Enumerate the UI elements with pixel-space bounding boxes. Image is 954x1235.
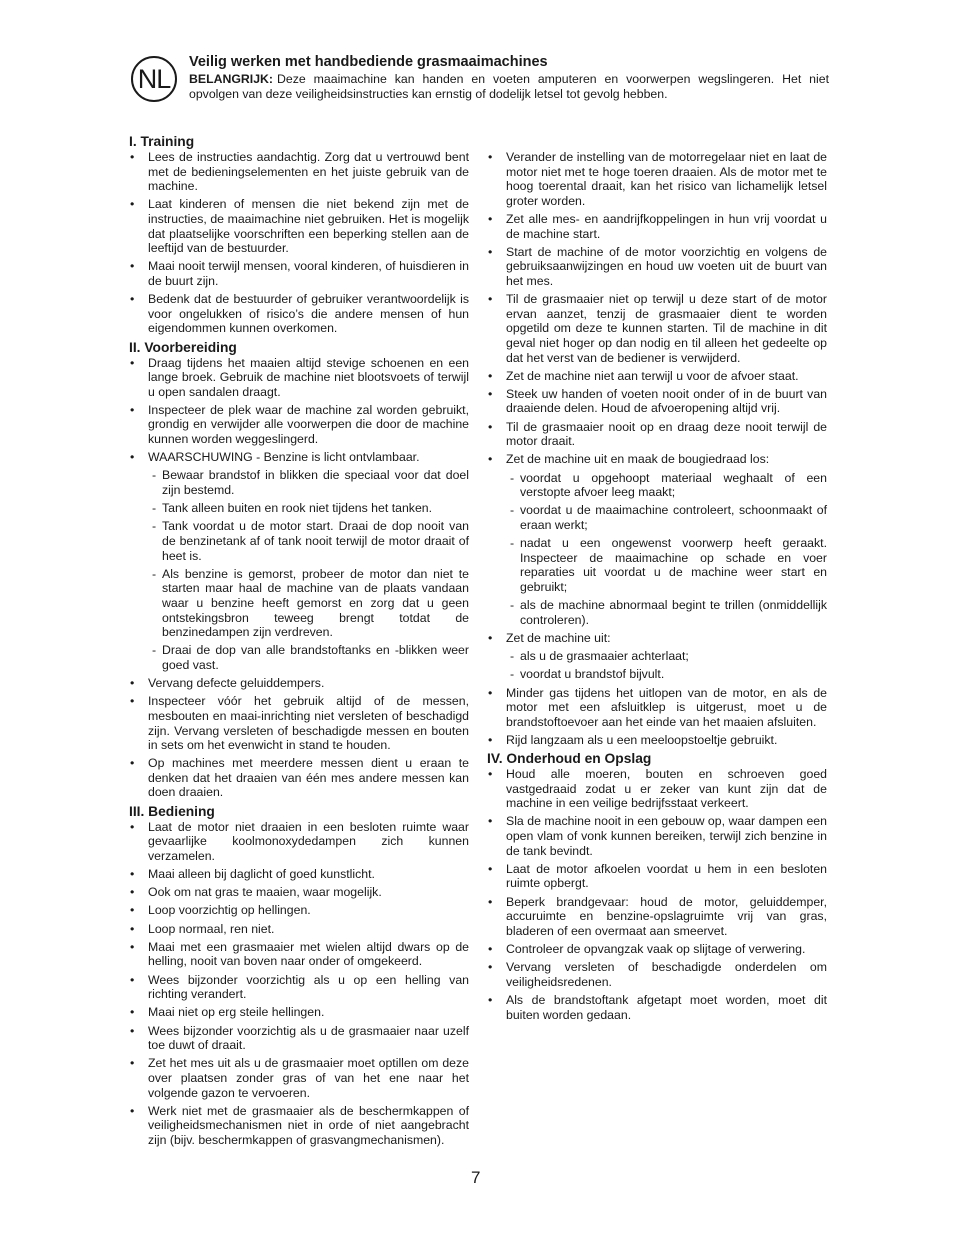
- right-column: [487, 134, 827, 1026]
- voorbereiding-list: [129, 356, 469, 801]
- sub-item-text: Draai de dop van alle brandstoftanks en -blikken weer goed vast.: [162, 643, 469, 672]
- list-item: • Maai nooit terwijl mensen, vooral kinderen, of huisdieren in de buurt zijn.: [129, 259, 469, 288]
- sub-item-text: voordat u brandstof bijvult.: [520, 667, 665, 682]
- list-item: • Verander de instelling van de motorregelaar niet en laat de motor niet met te hoge toeren draaien. Als de motor met te hoog toerental draait, kan het risico van lichamelijk letsel groter worden.: [487, 150, 827, 208]
- list-item: • Beperk brandgevaar: houd de motor, geluiddemper, accuruimte en benzine-opslagruimte vrij van gras, bladeren of een overmaat aan smeervet.: [487, 895, 827, 939]
- section-training-title: I. Training: [129, 134, 195, 149]
- list-item: • Maai niet op erg steile hellingen.: [129, 1005, 469, 1020]
- sub-item: - als u de grasmaaier achterlaat;: [510, 649, 689, 664]
- sub-item: - Bewaar brandstof in blikken die speciaal voor dat doel zijn bestemd.: [152, 468, 469, 498]
- header-warning: [189, 72, 829, 102]
- list-item: • Draag tijdens het maaien altijd stevige schoenen en een lange broek. Gebruik de machine niet blootsvoets of terwijl u open sandalen draagt.: [129, 356, 469, 400]
- sub-item: - voordat u opgehoopt materiaal weghaalt of een verstopte afvoer leeg maakt;: [510, 470, 827, 500]
- list-item: • Wees bijzonder voorzichtig als u de grasmaaier naar uzelf toe duwt of draait.: [129, 1024, 469, 1053]
- sub-item-text: als u de grasmaaier achterlaat;: [520, 649, 689, 664]
- list-item: • Maai met een grasmaaier met wielen altijd dwars op de helling, nooit van boven naar onder of omgekeerd.: [129, 940, 469, 969]
- header-text: Deze maaimachine kan handen en voeten amputeren en voorwerpen wegslingeren. Het niet opvolgen van deze veiligheidsinstructies kan ernstig of dodelijk letsel tot gevolg hebben.: [189, 72, 829, 101]
- list-item: • Til de grasmaaier niet op terwijl u deze start of de motor ervan aanzet, tenzij de grasmaaier dient te worden opgetild om deze te kunnen starten. Til de machine in dit geval niet hoger op dan nodig en til alleen het gedeelte op dat het verst van de bediener is verwijderd.: [487, 292, 827, 365]
- list-item: • Als de brandstoftank afgetapt moet worden, moet dit buiten worden gedaan.: [487, 993, 827, 1022]
- list-item: • Werk niet met de grasmaaier als de beschermkappen of veiligheidsmechanismen niet in orde of niet aangebracht zijn (bijv. beschermkappen of grasvangmechanismen).: [129, 1104, 469, 1148]
- section-onderhoud-title: IV. Onderhoud en Opslag: [487, 751, 652, 767]
- bediening-list: [129, 820, 469, 1148]
- sub-item: - als de machine abnormaal begint te trillen (onmiddellijk controleren).: [510, 598, 827, 627]
- sub-item-text: voordat u opgehoopt materiaal weghaalt of een verstopte afvoer leeg maakt;: [520, 470, 827, 500]
- sub-item-text: als de machine abnormaal begint te trillen (onmiddellijk controleren).: [520, 598, 827, 627]
- list-item: • Start de machine of de motor voorzichtig en volgens de gebruiksaanwijzingen en houd uw voeten uit de buurt van het mes.: [487, 245, 827, 289]
- onderhoud-list: [487, 767, 827, 1022]
- training-list: [129, 150, 469, 336]
- list-item: • Zet het mes uit als u de grasmaaier moet optillen om deze over plaatsen zonder gras of van het ene naar het volgende gazon te vervoeren.: [129, 1056, 469, 1100]
- list-item: • Zet de machine niet aan terwijl u voor de afvoer staat.: [487, 369, 827, 384]
- list-item: • Minder gas tijdens het uitlopen van de motor, en als de motor met een afsluitklep is uitgerust, moet u de brandstoftoevoer aan het einde van het maaien afsluiten.: [487, 686, 827, 730]
- list-item: • Laat de motor niet draaien in een besloten ruimte waar gevaarlijke koolmonoxydedampen zich kunnen verzamelen.: [129, 820, 469, 864]
- list-item: • Loop normaal, ren niet.: [129, 922, 469, 937]
- sub-item-text: nadat u een ongewenst voorwerp heeft geraakt. Inspecteer de maaimachine op schade en voer reparaties uit voordat u de machine weer start en gebruikt;: [520, 536, 827, 594]
- list-item: • Laat kinderen of mensen die niet bekend zijn met de instructies, de maaimachine niet gebruiken. Het is mogelijk dat plaatselijke voorschriften een beperking stellen aan de leeftijd van de bestuurder.: [129, 197, 469, 255]
- list-item: • Vervang versleten of beschadigde onderdelen om veiligheidsredenen.: [487, 960, 827, 989]
- safety-header: [189, 54, 829, 102]
- list-item: • Laat de motor afkoelen voordat u hem in een besloten ruimte opbergt.: [487, 862, 827, 891]
- header-label: BELANGRIJK:: [189, 72, 274, 86]
- list-item: • Ook om nat gras te maaien, waar mogelijk.: [129, 885, 469, 900]
- list-item: • Rijd langzaam als u een meeloopstoeltje gebruikt.: [487, 733, 827, 748]
- sub-item: - Draai de dop van alle brandstoftanks en -blikken weer goed vast.: [152, 643, 469, 672]
- list-item: • WAARSCHUWING - Benzine is licht ontvlambaar.: [129, 450, 469, 465]
- list-item: • Op machines met meerdere messen dient u eraan te denken dat het draaien van één mes andere messen kan doen draaien.: [129, 756, 469, 800]
- sub-item: - voordat u de maaimachine controleert, schoonmaakt of eraan werkt;: [510, 503, 827, 532]
- sub-item: - Tank voordat u de motor start. Draai de dop nooit van de benzinetank af of tank nooit terwijl de motor draait of heet is.: [152, 519, 469, 563]
- list-item: • Wees bijzonder voorzichtig als u op een helling van richting verandert.: [129, 973, 469, 1002]
- left-column: [129, 134, 469, 1151]
- list-item: • Maai alleen bij daglicht of goed kunstlicht.: [129, 867, 469, 882]
- list-item: • Zet alle mes- en aandrijfkoppelingen in hun vrij voordat u de machine start.: [487, 212, 827, 241]
- bediening-list-continued: [487, 150, 827, 747]
- language-badge-nl: NL: [131, 56, 177, 102]
- sub-item: - nadat u een ongewenst voorwerp heeft geraakt. Inspecteer de maaimachine op schade en voer reparaties uit voordat u de machine weer start en gebruikt;: [510, 536, 827, 594]
- list-item: • Loop voorzichtig op hellingen.: [129, 903, 469, 918]
- sub-item-text: Tank alleen buiten en rook niet tijdens het tanken.: [162, 501, 433, 516]
- sub-item-text: voordat u de maaimachine controleert, schoonmaakt of eraan werkt;: [520, 503, 827, 532]
- list-item: • Inspecteer de plek waar de machine zal worden gebruikt, grondig en verwijder alle voorwerpen die door de machine kunnen worden weggeslingerd.: [129, 403, 469, 447]
- list-item: • Zet de machine uit en maak de bougiedraad los:: [487, 452, 827, 467]
- list-item: • Bedenk dat de bestuurder of gebruiker verantwoordelijk is voor ongelukken of risico’s die andere mensen of hun eigendommen kunnen overkomen.: [129, 292, 469, 336]
- section-voorbereiding-title: II. Voorbereiding: [129, 339, 237, 355]
- list-item: • Controleer de opvangzak vaak op slijtage of verwering.: [487, 942, 827, 957]
- list-item: • Lees de instructies aandachtig. Zorg dat u vertrouwd bent met de bedieningselementen en het juiste gebruik van de machine.: [129, 150, 469, 194]
- page-number: 7: [471, 1168, 481, 1187]
- list-item: • Inspecteer vóór het gebruik altijd of de messen, mesbouten en maai-inrichting niet versleten of beschadigd zijn. Vervang versleten of beschadigde messen en bouten in sets om het evenwicht in stand te houden.: [129, 694, 469, 752]
- list-item: • Steek uw handen of voeten nooit onder of in de buurt van draaiende delen. Houd de afvoeropening altijd vrij.: [487, 387, 827, 416]
- list-item: • Sla de machine nooit in een gebouw op, waar dampen een open vlam of vonk kunnen bereiken, terwijl zich benzine in de tank bevindt.: [487, 814, 827, 858]
- header-title: Veilig werken met handbediende grasmaaimachines: [189, 54, 548, 70]
- list-item: • Houd alle moeren, bouten en schroeven goed vastgedraaid zodat u er zeker van kunt zijn dat de machine in een veilige bedrijfsstaat verkeert.: [487, 767, 827, 811]
- list-item: • Zet de machine uit:: [487, 631, 827, 646]
- sub-item-text: Tank voordat u de motor start. Draai de dop nooit van de benzinetank af of tank nooit terwijl de motor draait of heet is.: [162, 519, 469, 563]
- list-item: • Til de grasmaaier nooit op en draag deze nooit terwijl de motor draait.: [487, 420, 827, 449]
- section-bediening-title: III. Bediening: [129, 803, 215, 819]
- sub-item-text: Als benzine is gemorst, probeer de motor dan niet te starten maar haal de machine van de plaats vandaan waar u benzine heeft gemorst en zorg dat u geen ontstekingsbron teweeg brengt totdat de benzinedampen zijn verdreven.: [162, 566, 469, 640]
- sub-item: - Tank alleen buiten en rook niet tijdens het tanken.: [152, 501, 433, 516]
- sub-item-text: Bewaar brandstof in blikken die speciaal voor dat doel zijn bestemd.: [162, 468, 469, 498]
- sub-item: - Als benzine is gemorst, probeer de motor dan niet te starten maar haal de machine van de plaats vandaan waar u benzine heeft gemorst en zorg dat u geen ontstekingsbron teweeg brengt totdat de benzinedampen zijn verdreven.: [152, 566, 469, 640]
- sub-item: - voordat u brandstof bijvult.: [510, 667, 665, 682]
- list-item: • Vervang defecte geluiddempers.: [129, 676, 469, 691]
